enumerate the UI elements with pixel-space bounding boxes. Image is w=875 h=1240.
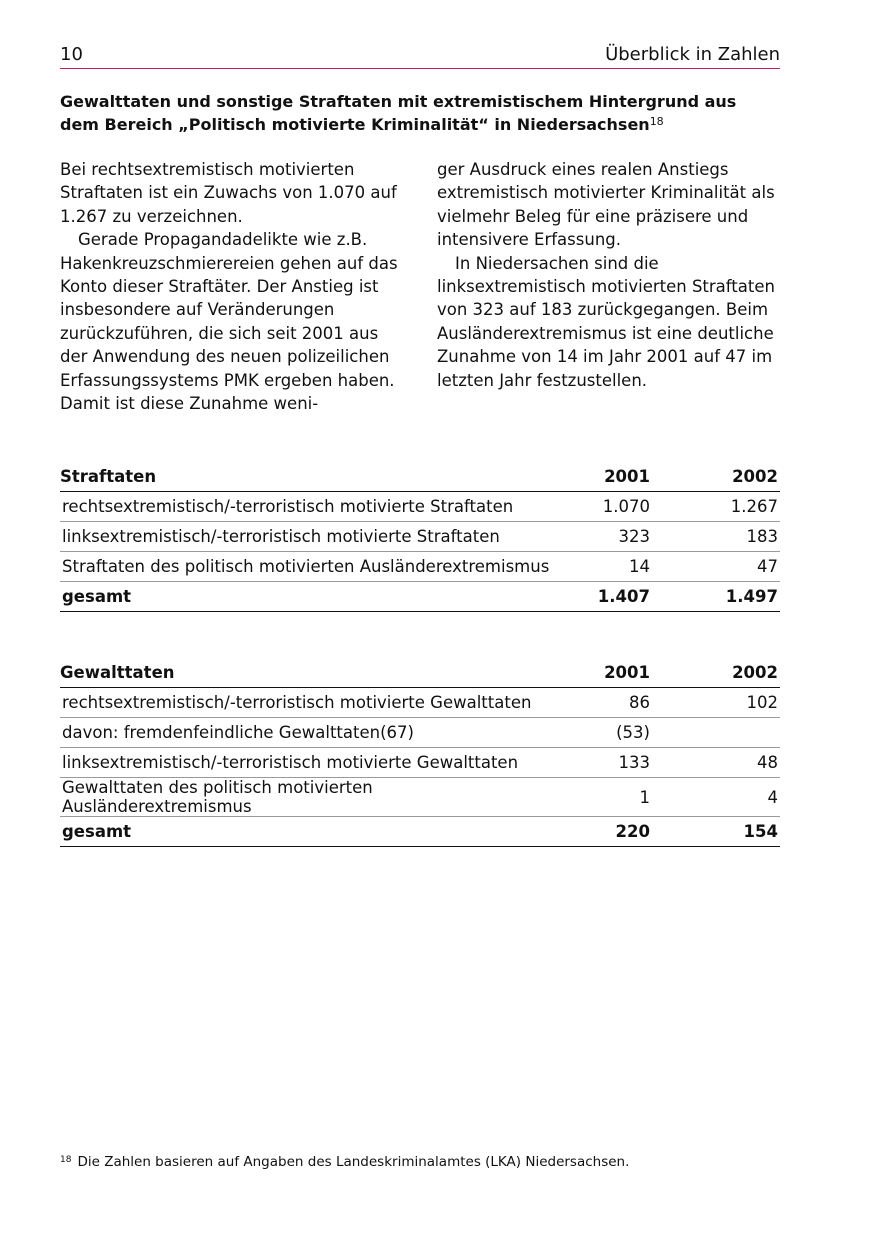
row-label: Straftaten des politisch motivierten Ausländerextremismus	[60, 552, 560, 582]
column-header: Gewalttaten	[60, 658, 560, 688]
row-label: davon: fremdenfeindliche Gewalttaten(67)	[60, 718, 560, 748]
total-label: gesamt	[60, 582, 560, 612]
table-row	[60, 778, 780, 817]
column-header: 2001	[560, 658, 650, 688]
table-row	[60, 718, 780, 748]
cell-2001: 1	[560, 778, 650, 817]
column-header: 2002	[650, 462, 780, 492]
cell-2002: 48	[650, 748, 780, 778]
cell-2001: 1.070	[560, 492, 650, 522]
cell-2002: 47	[650, 552, 780, 582]
footnote-reference: 18	[649, 115, 664, 128]
table-row	[60, 552, 780, 582]
footnote-text: Die Zahlen basieren auf Angaben des Landeskriminalamtes (LKA) Niedersachsen.	[77, 1154, 630, 1170]
row-label: Gewalttaten des politisch motivierten Ausländerextremismus	[60, 778, 560, 817]
table-row	[60, 688, 780, 718]
body-column-left	[60, 158, 405, 415]
table-gewalttaten	[60, 658, 780, 847]
total-row	[60, 817, 780, 847]
body-column-right	[437, 158, 782, 392]
paragraph: Gerade Propagandadelikte wie z.B. Hakenkreuzschmierereien gehen auf das Konto dieser Straftäter. Der Anstieg ist insbesondere auf Veränderungen zurückzuführen, die sich seit 2001 aus der Anwendung des neuen polizeilichen Erfassungssystems PMK ergeben haben. Damit ist diese Zunahme weni-	[60, 230, 398, 414]
table-row	[60, 492, 780, 522]
footnote	[60, 1154, 629, 1170]
running-title: Überblick in Zahlen	[605, 44, 780, 65]
total-label: gesamt	[60, 817, 560, 847]
page-number: 10	[60, 44, 83, 65]
row-label: linksextremistisch/-terroristisch motivierte Straftaten	[60, 522, 560, 552]
paragraph: In Niedersachen sind die linksextremistisch motivierten Straftaten von 323 auf 183 zurückgegangen. Beim Ausländerextremismus ist eine deutliche Zunahme von 14 im Jahr 2001 auf 47 im letzten Jahr festzustellen.	[437, 253, 775, 390]
cell-2001: (53)	[560, 718, 650, 748]
paragraph: Bei rechtsextremistisch motivierten Straftaten ist ein Zuwachs von 1.070 auf 1.267 zu verzeichnen.	[60, 160, 397, 226]
total-2001: 1.407	[560, 582, 650, 612]
total-2002: 154	[650, 817, 780, 847]
row-label: rechtsextremistisch/-terroristisch motivierte Gewalttaten	[60, 688, 560, 718]
section-headline	[60, 90, 780, 136]
total-2001: 220	[560, 817, 650, 847]
cell-2002: 102	[650, 688, 780, 718]
cell-2002: 183	[650, 522, 780, 552]
cell-2002	[650, 718, 780, 748]
table-straftaten	[60, 462, 780, 612]
page-header	[60, 40, 780, 69]
footnote-number: 18	[60, 1155, 72, 1165]
cell-2001: 14	[560, 552, 650, 582]
column-header: 2001	[560, 462, 650, 492]
cell-2002: 1.267	[650, 492, 780, 522]
column-header: 2002	[650, 658, 780, 688]
row-label: linksextremistisch/-terroristisch motivierte Gewalttaten	[60, 748, 560, 778]
paragraph: ger Ausdruck eines realen Anstiegs extremistisch motivierter Kriminalität als vielmehr Beleg für eine präzisere und intensivere Erfassung.	[437, 160, 775, 250]
column-header: Straftaten	[60, 462, 560, 492]
table-header-row	[60, 658, 780, 688]
cell-2001: 86	[560, 688, 650, 718]
table-row	[60, 522, 780, 552]
total-2002: 1.497	[650, 582, 780, 612]
table-header-row	[60, 462, 780, 492]
headline-text: Gewalttaten und sonstige Straftaten mit extremistischem Hintergrund aus dem Bereich „Politisch motivierte Kriminalität“ in Niedersachsen	[60, 92, 737, 134]
total-row	[60, 582, 780, 612]
cell-2001: 323	[560, 522, 650, 552]
cell-2001: 133	[560, 748, 650, 778]
row-label: rechtsextremistisch/-terroristisch motivierte Straftaten	[60, 492, 560, 522]
cell-2002: 4	[650, 778, 780, 817]
table-row	[60, 748, 780, 778]
